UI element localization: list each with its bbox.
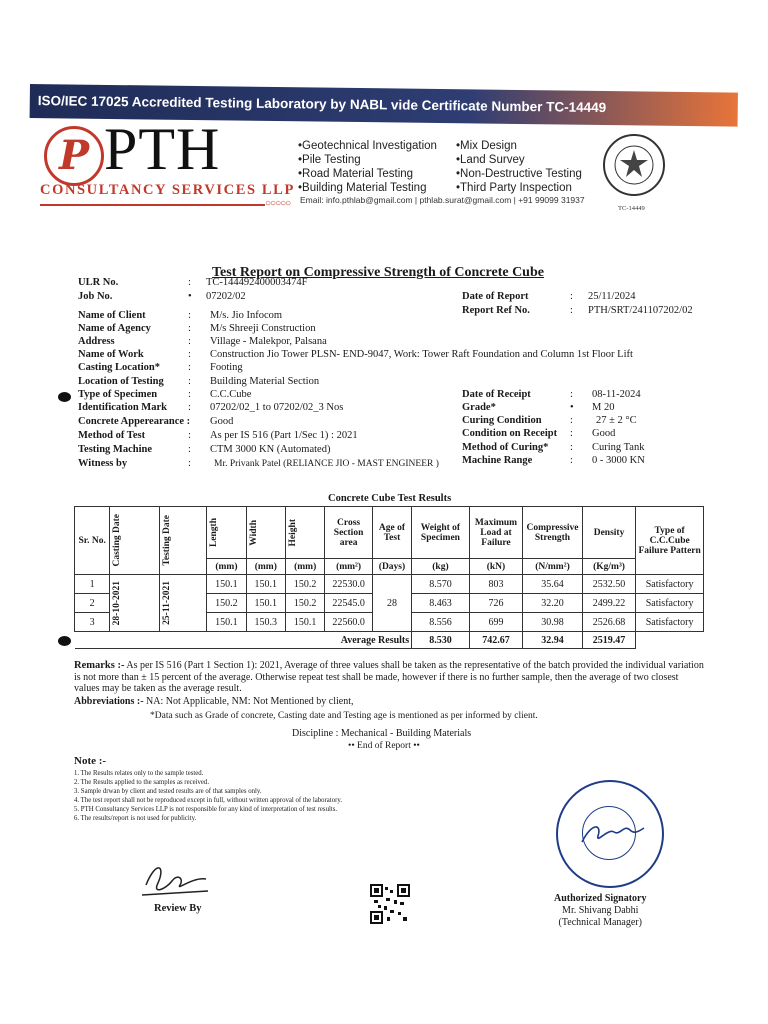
colon: : xyxy=(570,389,573,400)
company-logo-icon: P xyxy=(44,126,104,186)
cell-weight: 8.463 xyxy=(412,594,470,613)
testing-location-value: Building Material Section xyxy=(210,376,320,387)
notes-title: Note :- xyxy=(74,755,107,767)
testing-date-value: 25-11-2021 xyxy=(161,581,172,625)
casting-location-label: Casting Location* xyxy=(78,362,160,373)
avg-strength: 32.94 xyxy=(523,632,583,649)
colon: : xyxy=(188,402,191,413)
remarks-text: As per IS 516 (Part 1 Section 1): 2021, Average of three values shall be taken as the representative of the batch provided the individual variation is not more than ± 15 percent of the average. Otherwise repeat test shall be made, however if there is no further sample, then the average of two closest values may be taken as the average result. xyxy=(74,660,704,694)
ulr-label: ULR No. xyxy=(78,277,119,288)
col-casting-date xyxy=(110,507,159,575)
cell-testing-date xyxy=(159,575,206,632)
reviewer-signature-icon xyxy=(136,855,216,910)
cell-area: 22545.0 xyxy=(325,594,372,613)
witness-label: Witness by xyxy=(78,458,128,469)
colon: : xyxy=(188,389,191,400)
colon: • xyxy=(188,291,192,302)
end-of-report: •• End of Report •• xyxy=(348,741,420,751)
cell-strength: 35.64 xyxy=(523,575,583,594)
unit-length: (mm) xyxy=(207,559,246,575)
cell-sr: 3 xyxy=(75,613,110,632)
service-item: • Land Survey xyxy=(456,153,582,167)
unit-width: (mm) xyxy=(246,559,285,575)
witness-value: Mr. Privank Patel (RELIANCE JIO - MAST ENGINEER ) xyxy=(214,459,439,469)
note-item: 5. PTH Consultancy Services LLP is not responsible for any kind of interpretation of test results. xyxy=(74,806,338,813)
curing-method-value: Curing Tank xyxy=(592,442,645,453)
logo-underline xyxy=(40,204,265,206)
cell-sr: 1 xyxy=(75,575,110,594)
col-pattern: Type of C.C.Cube Failure Pattern xyxy=(636,507,704,575)
authorized-signatory xyxy=(554,893,647,929)
unit-density: (Kg/m³) xyxy=(582,559,636,575)
colon: : xyxy=(570,291,573,302)
id-mark-label: Identification Mark xyxy=(78,402,167,413)
specimen-type-value: C.C.Cube xyxy=(210,389,252,400)
results-table xyxy=(74,506,704,649)
colon: : xyxy=(570,305,573,316)
grade-label: Grade* xyxy=(462,402,496,413)
service-item: • Mix Design xyxy=(456,139,582,153)
nabl-seal-icon xyxy=(603,134,665,196)
avg-density: 2519.47 xyxy=(582,632,636,649)
colon: : xyxy=(188,336,191,347)
review-by-label: Review By xyxy=(154,903,202,914)
service-item: • Pile Testing xyxy=(298,153,437,167)
colon: : xyxy=(188,277,191,288)
col-density: Density xyxy=(582,507,636,559)
method-label: Method of Test xyxy=(78,430,146,441)
service-item: • Third Party Inspection xyxy=(456,181,582,195)
colon: : xyxy=(188,376,191,387)
contact-email: Email: info.pthlab@gmail.com | pthlab.surat@gmail.com | +91 99099 31937 xyxy=(300,195,585,205)
job-label: Job No. xyxy=(78,291,113,302)
id-mark-value: 07202/02_1 to 07202/02_3 Nos xyxy=(210,402,344,413)
unit-load: (kN) xyxy=(469,559,523,575)
report-date-label: Date of Report xyxy=(462,291,529,302)
remarks-label: Remarks :- xyxy=(74,660,125,671)
cell-area: 22530.0 xyxy=(325,575,372,594)
cell-pattern: Satisfactory xyxy=(636,613,704,632)
colon: : xyxy=(188,349,191,360)
table-row xyxy=(75,575,704,594)
cell-width: 150.1 xyxy=(246,575,285,594)
height-header: Height xyxy=(287,518,298,547)
empty-cell xyxy=(636,632,704,649)
col-load: Maximum Load at Failure xyxy=(469,507,523,559)
punch-hole-icon xyxy=(58,636,71,646)
cell-pattern: Satisfactory xyxy=(636,575,704,594)
services-list-right xyxy=(456,139,582,195)
avg-load: 742.67 xyxy=(469,632,523,649)
colon: : xyxy=(570,415,573,426)
cell-height: 150.2 xyxy=(285,575,324,594)
width-header: Width xyxy=(248,519,259,546)
address-label: Address xyxy=(78,336,115,347)
cell-width: 150.1 xyxy=(246,594,285,613)
agency-label: Name of Agency xyxy=(78,323,151,334)
receipt-date-label: Date of Receipt xyxy=(462,389,531,400)
notes-list xyxy=(74,769,342,823)
note-item: 6. The results/report is not used for publicity. xyxy=(74,815,197,822)
report-title: Test Report on Compressive Strength of Concrete Cube xyxy=(212,265,544,280)
address-value: Village - Malekpor, Palsana xyxy=(210,336,327,347)
note-item: 1. The Results relates only to the sample tested. xyxy=(74,770,204,777)
cell-pattern: Satisfactory xyxy=(636,594,704,613)
machine-range-label: Machine Range xyxy=(462,455,533,466)
testing-location-label: Location of Testing xyxy=(78,376,164,387)
cell-sr: 2 xyxy=(75,594,110,613)
client-value: M/s. Jio Infocom xyxy=(210,310,283,321)
cell-weight: 8.570 xyxy=(412,575,470,594)
cell-length: 150.2 xyxy=(207,594,246,613)
colon: : xyxy=(188,444,191,455)
col-age: Age of Test xyxy=(372,507,411,559)
seal-caption: TC-14449 xyxy=(618,205,645,212)
length-header: Length xyxy=(209,517,220,548)
colon: : xyxy=(570,428,573,439)
average-label: Average Results xyxy=(75,632,412,649)
abbreviations-label: Abbreviations :- xyxy=(74,696,144,707)
stamp-signature-icon xyxy=(578,818,648,856)
work-label: Name of Work xyxy=(78,349,144,360)
condition-receipt-label: Condition on Receipt xyxy=(462,428,558,439)
service-item: • Geotechnical Investigation xyxy=(298,139,437,153)
note-item: 2. The Results applied to the samples as received. xyxy=(74,779,210,786)
punch-hole-icon xyxy=(58,392,71,402)
machine-label: Testing Machine xyxy=(78,444,152,455)
cell-height: 150.2 xyxy=(285,594,324,613)
cell-casting-date xyxy=(110,575,159,632)
auth-name: Mr. Shivang Dabhi xyxy=(562,905,639,916)
curing-condition-value: 27 ± 2 °C xyxy=(596,415,637,426)
curing-method-label: Method of Curing* xyxy=(462,442,549,453)
services-list-left xyxy=(298,139,437,195)
abbreviations xyxy=(74,696,354,707)
avg-weight: 8.530 xyxy=(412,632,470,649)
auth-title: Authorized Signatory xyxy=(554,893,647,904)
machine-value: CTM 3000 KN (Automated) xyxy=(210,444,331,455)
cell-load: 726 xyxy=(469,594,523,613)
col-strength: Compressive Strength xyxy=(523,507,583,559)
job-value: 07202/02 xyxy=(206,291,246,302)
unit-age: (Days) xyxy=(372,559,411,575)
casting-date-header: Casting Date xyxy=(112,514,123,567)
grade-value: M 20 xyxy=(592,402,615,413)
curing-condition-label: Curing Condition xyxy=(462,415,542,426)
unit-area: (mm²) xyxy=(325,559,372,575)
abbreviations-text: NA: Not Applicable, NM: Not Mentioned by client, xyxy=(146,696,354,707)
client-data-note: *Data such as Grade of concrete, Casting date and Testing age is mentioned as per informed by client. xyxy=(150,711,538,721)
colon: : xyxy=(188,430,191,441)
col-width xyxy=(246,507,285,559)
colon: : xyxy=(188,362,191,373)
cell-density: 2526.68 xyxy=(582,613,636,632)
receipt-date-value: 08-11-2024 xyxy=(592,389,641,400)
unit-strength: (N/mm²) xyxy=(523,559,583,575)
colon: • xyxy=(570,402,574,413)
remarks-block xyxy=(74,660,704,695)
logo-dots: ○○○○○ xyxy=(265,198,291,209)
report-ref-value: PTH/SRT/241107202/02 xyxy=(588,305,693,316)
col-weight: Weight of Specimen xyxy=(412,507,470,559)
banner-text: ISO/IEC 17025 Accredited Testing Laboratory by NABL vide Certificate Number TC-14449 xyxy=(37,93,607,116)
colon: : xyxy=(188,310,191,321)
appearance-label: Concrete Apperearance : xyxy=(78,416,191,427)
cell-density: 2499.22 xyxy=(582,594,636,613)
machine-range-value: 0 - 3000 KN xyxy=(592,455,645,466)
auth-role: (Technical Manager) xyxy=(558,917,642,928)
company-name: PTH xyxy=(104,116,221,182)
discipline: Discipline : Mechanical - Building Materials xyxy=(292,728,472,739)
col-sr: Sr. No. xyxy=(75,507,110,575)
cell-age: 28 xyxy=(372,575,411,632)
cell-length: 150.1 xyxy=(207,575,246,594)
cell-density: 2532.50 xyxy=(582,575,636,594)
cell-load: 803 xyxy=(469,575,523,594)
client-label: Name of Client xyxy=(78,310,146,321)
colon: : xyxy=(188,323,191,334)
unit-height: (mm) xyxy=(285,559,324,575)
specimen-type-label: Type of Specimen xyxy=(78,389,158,400)
condition-receipt-value: Good xyxy=(592,428,616,439)
colon: : xyxy=(570,442,573,453)
ulr-value: TC-144492400003474F xyxy=(206,277,308,288)
unit-weight: (kg) xyxy=(412,559,470,575)
cell-strength: 32.20 xyxy=(523,594,583,613)
company-subtitle: CONSULTANCY SERVICES LLP xyxy=(40,182,295,198)
note-item: 4. The test report shall not be reproduced except in full, without written approval of the laboratory. xyxy=(74,797,343,804)
col-length xyxy=(207,507,246,559)
casting-location-value: Footing xyxy=(210,362,243,373)
casting-date-value: 28-10-2021 xyxy=(112,580,123,626)
cell-area: 22560.0 xyxy=(325,613,372,632)
colon: : xyxy=(570,455,573,466)
cell-width: 150.3 xyxy=(246,613,285,632)
appearance-value: Good xyxy=(210,416,234,427)
qr-code-icon xyxy=(370,884,410,924)
cell-strength: 30.98 xyxy=(523,613,583,632)
cell-height: 150.1 xyxy=(285,613,324,632)
col-height xyxy=(285,507,324,559)
average-row xyxy=(75,632,704,649)
col-testing-date xyxy=(159,507,206,575)
cell-weight: 8.556 xyxy=(412,613,470,632)
service-item: • Non-Destructive Testing xyxy=(456,167,582,181)
report-ref-label: Report Ref No. xyxy=(462,305,530,316)
service-item: • Road Material Testing xyxy=(298,167,437,181)
testing-date-header: Testing Date xyxy=(161,515,172,566)
cell-load: 699 xyxy=(469,613,523,632)
work-value: Construction Jio Tower PLSN- END-9047, Work: Tower Raft Foundation and Column 1st Floor Lift xyxy=(210,349,633,360)
method-value: As per IS 516 (Part 1/Sec 1) : 2021 xyxy=(210,430,358,441)
report-date-value: 25/11/2024 xyxy=(588,291,636,302)
service-item: • Building Material Testing xyxy=(298,181,437,195)
results-table-title: Concrete Cube Test Results xyxy=(328,493,452,504)
note-item: 3. Sample drwan by client and tested results are of that samples only. xyxy=(74,788,262,795)
agency-value: M/s Shreeji Construction xyxy=(210,323,316,334)
cell-length: 150.1 xyxy=(207,613,246,632)
colon: : xyxy=(188,458,191,469)
col-area: Cross Section area xyxy=(325,507,372,559)
